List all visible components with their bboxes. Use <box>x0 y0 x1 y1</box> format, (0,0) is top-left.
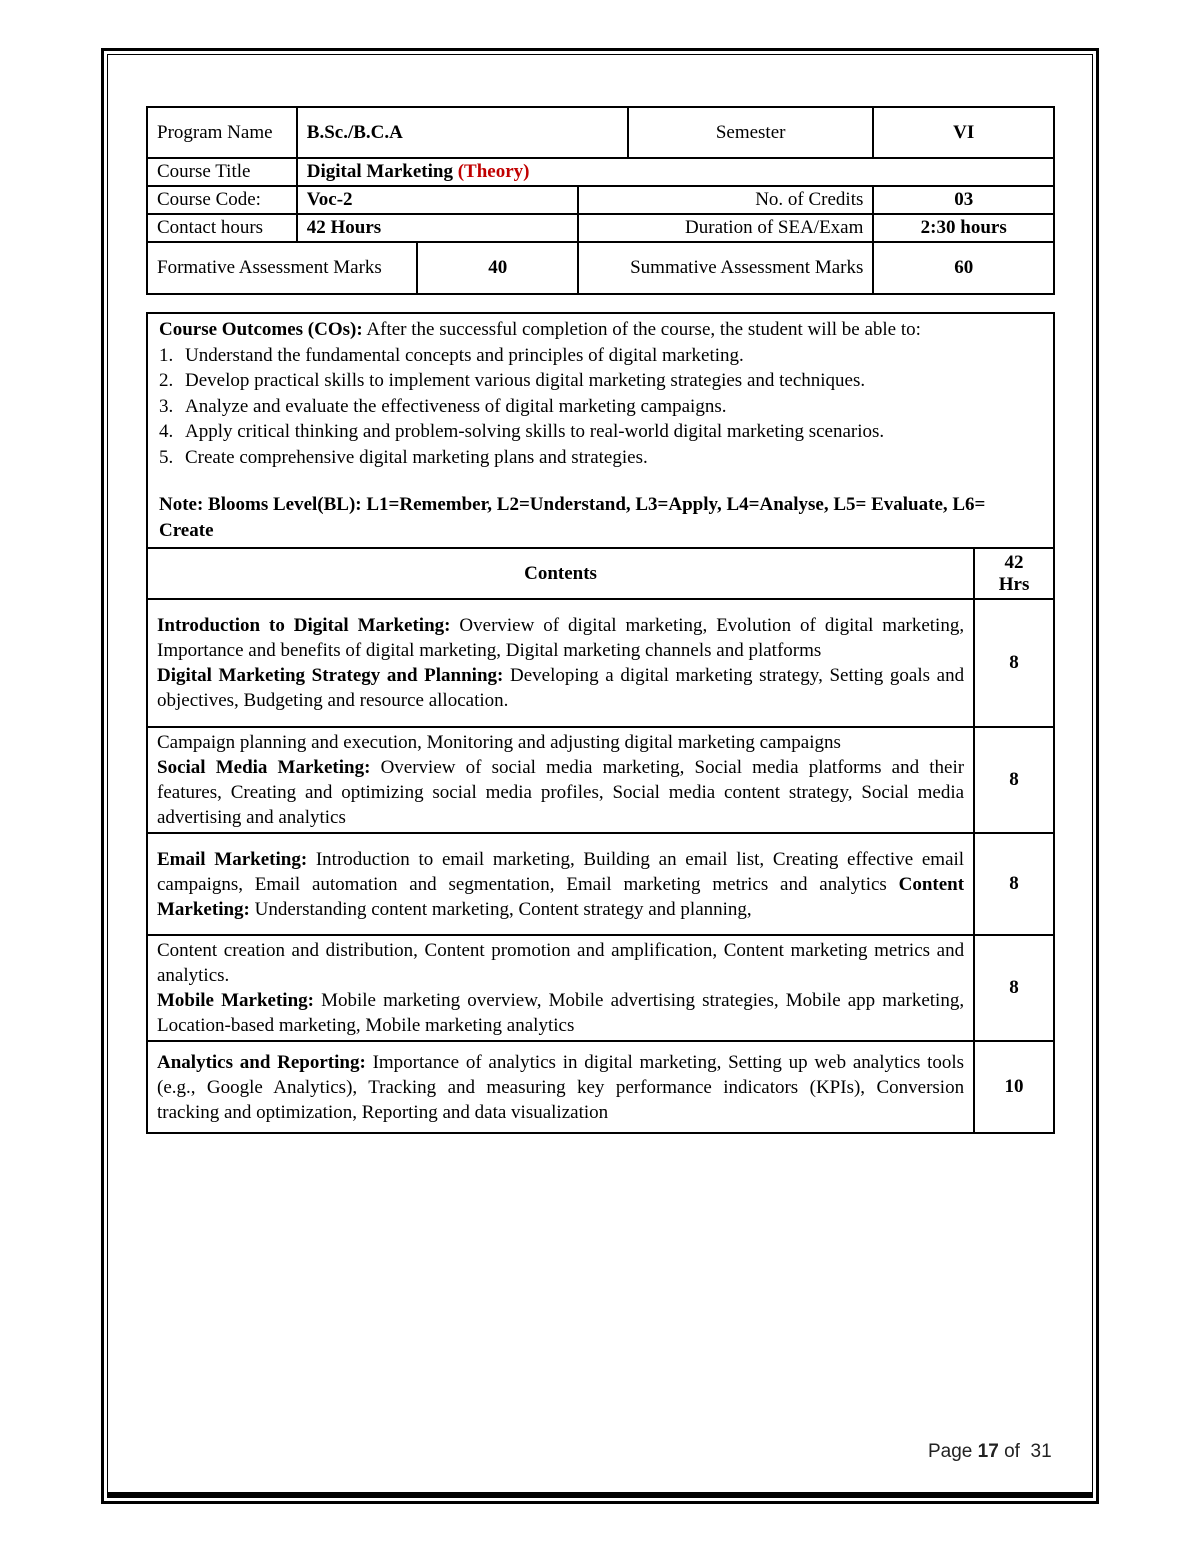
page-number-footer <box>928 1441 1052 1463</box>
unit-content <box>147 727 974 833</box>
program-name-value: B.Sc./B.C.A <box>297 107 628 158</box>
unit-content <box>147 833 974 935</box>
unit-topic-text: Content creation and distribution, Content promotion and amplification, Content marketing metrics and analytics. <box>157 940 965 986</box>
unit-topic-title: Digital Marketing Strategy and Planning: <box>157 665 504 686</box>
unit-topic-title: Introduction to Digital Marketing: <box>157 615 451 636</box>
hours-header-total: 42 <box>1004 551 1024 573</box>
unit-hours: 8 <box>974 935 1054 1041</box>
course-outcome-item <box>159 343 1042 369</box>
total-pages: 31 <box>1030 1441 1052 1462</box>
course-outcome-text: Analyze and evaluate the effectiveness of digital marketing campaigns. <box>185 395 727 417</box>
unit-topic-text: Importance of analytics in digital marketing, Setting up web analytics tools (e.g., Google Analytics), Tracking and measuring key performance indicators (KPIs), Conversion tracking and optimization, Reporting and data visualization <box>157 1051 965 1123</box>
of-word: of <box>1004 1441 1020 1462</box>
contact-hours-value: 42 Hours <box>297 214 578 242</box>
unit-topic-title: Analytics and Reporting: <box>157 1051 366 1073</box>
course-content-table <box>146 312 1055 1134</box>
duration-value: 2:30 hours <box>873 214 1054 242</box>
course-outcomes-intro-text: After the successful completion of the course, the student will be able to: <box>366 319 921 340</box>
course-outcome-text: Apply critical thinking and problem-solving skills to real-world digital marketing scenarios. <box>185 421 885 442</box>
hours-header <box>974 548 1054 599</box>
unit-topic-title: Email Marketing: <box>157 848 308 870</box>
course-outcome-item <box>159 445 1042 471</box>
formative-label: Formative Assessment Marks <box>147 242 417 294</box>
unit-topic-text: Campaign planning and execution, Monitoring and adjusting digital marketing campaigns <box>157 732 841 753</box>
course-outcomes-cell <box>147 313 1054 548</box>
unit-topic-text: Introduction to email marketing, Building an email list, Creating effective email campaigns, Email automation and segmentation, Email marketing metrics and analytics <box>157 848 965 895</box>
course-outcome-number: 4. <box>159 421 174 442</box>
unit-topic-title: Content Marketing: <box>157 873 965 920</box>
course-outcome-number: 2. <box>159 370 174 391</box>
page-border-bottom-bar <box>107 1492 1093 1497</box>
duration-label: Duration of SEA/Exam <box>578 214 873 242</box>
unit-topic-text: Developing a digital marketing strategy, Setting goals and objectives, Budgeting and resource allocation. <box>157 665 965 711</box>
unit-hours: 8 <box>974 599 1054 727</box>
course-outcome-number: 5. <box>159 446 174 468</box>
credits-value: 03 <box>873 186 1054 214</box>
contact-hours-label: Contact hours <box>147 214 297 242</box>
unit-content <box>147 599 974 727</box>
blooms-level-note: Note: Blooms Level(BL): L1=Remember, L2=Understand, L3=Apply, L4=Analyse, L5= Evaluate, L6= Create <box>159 494 986 541</box>
unit-content <box>147 1041 974 1133</box>
unit-topic-title: Mobile Marketing: <box>157 990 314 1011</box>
course-code-value: Voc-2 <box>297 186 578 214</box>
course-outcomes-heading: Course Outcomes (COs): <box>159 319 363 340</box>
unit-content <box>147 935 974 1041</box>
formative-value: 40 <box>417 242 578 294</box>
unit-topic-title: Social Media Marketing: <box>157 757 371 778</box>
contents-header: Contents <box>147 548 974 599</box>
course-outcome-text: Understand the fundamental concepts and principles of digital marketing. <box>185 344 744 366</box>
course-outcomes-intro <box>159 317 1042 343</box>
unit-topic-text: Overview of digital marketing, Evolution of digital marketing, Importance and benefits of digital marketing, Digital marketing channels and platforms <box>157 615 965 661</box>
course-code-label: Course Code: <box>147 186 297 214</box>
course-outcome-item <box>159 394 1042 420</box>
unit-hours: 8 <box>974 727 1054 833</box>
unit-topic-text: Mobile marketing overview, Mobile advertising strategies, Mobile app marketing, Location-based marketing, Mobile marketing analytics <box>157 990 965 1036</box>
course-title-value: Digital Marketing <box>306 161 453 182</box>
course-outcome-text: Develop practical skills to implement various digital marketing strategies and techniques. <box>185 370 866 391</box>
program-name-label: Program Name <box>147 107 297 158</box>
course-info-table <box>146 106 1055 295</box>
course-title-suffix: (Theory) <box>457 161 530 182</box>
semester-value: VI <box>873 107 1054 158</box>
credits-label: No. of Credits <box>578 186 873 214</box>
hours-header-unit: Hrs <box>998 573 1030 595</box>
summative-label: Summative Assessment Marks <box>578 242 873 294</box>
course-outcome-number: 1. <box>159 344 174 366</box>
semester-label: Semester <box>628 107 873 158</box>
unit-hours: 10 <box>974 1041 1054 1133</box>
course-title-cell <box>297 158 1054 186</box>
page-word: Page <box>928 1441 973 1462</box>
course-outcome-number: 3. <box>159 395 174 417</box>
course-outcome-item <box>159 419 1042 445</box>
page-number: 17 <box>977 1441 999 1462</box>
summative-value: 60 <box>873 242 1054 294</box>
course-outcome-text: Create comprehensive digital marketing plans and strategies. <box>185 446 648 468</box>
unit-hours: 8 <box>974 833 1054 935</box>
unit-topic-text: Understanding content marketing, Content strategy and planning, <box>249 898 752 920</box>
course-title-label: Course Title <box>147 158 297 186</box>
unit-topic-text: Overview of social media marketing, Social media platforms and their features, Creating and optimizing social media profiles, Social media content strategy, Social media advertising and analytics <box>157 757 965 828</box>
course-outcome-item <box>159 368 1042 394</box>
